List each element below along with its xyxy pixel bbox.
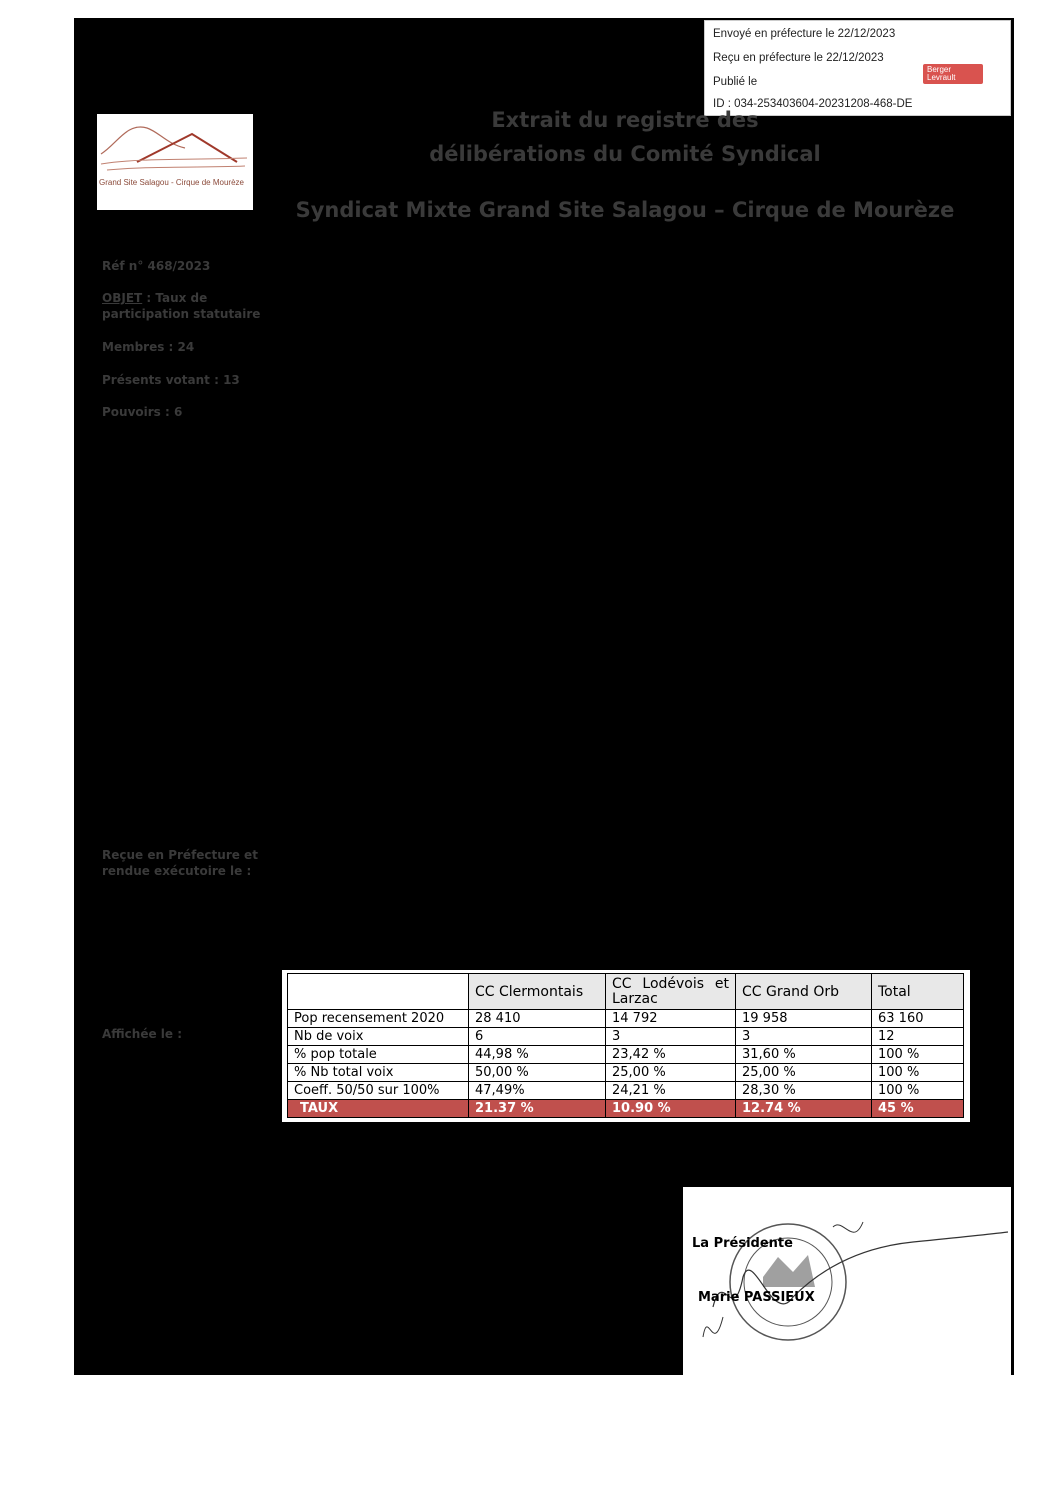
table-cell: 100 % [872, 1064, 964, 1082]
table-cell: 50,00 % [469, 1064, 606, 1082]
official-seal-icon [683, 1187, 1011, 1375]
table-cell: 45 % [872, 1100, 964, 1118]
table-header-cell: CC Grand Orb [736, 974, 872, 1010]
table-cell: 47,49% [469, 1082, 606, 1100]
table-row [288, 1010, 964, 1028]
signature-block [683, 1187, 1011, 1375]
table-header-cell [288, 974, 469, 1010]
subject [102, 290, 272, 322]
table-row-taux [288, 1100, 964, 1118]
table-cell: 24,21 % [606, 1082, 736, 1100]
table-cell: 100 % [872, 1082, 964, 1100]
stamp-received-date: Reçu en préfecture le 22/12/2023 [713, 52, 884, 64]
table-cell: Pop recensement 2020 [288, 1010, 469, 1028]
proxies-count: Pouvoirs : 6 [102, 405, 183, 419]
table-cell: Coeff. 50/50 sur 100% [288, 1082, 469, 1100]
table-cell: Nb de voix [288, 1028, 469, 1046]
table-row [288, 1028, 964, 1046]
table-cell: 21.37 % [469, 1100, 606, 1118]
table-cell: 25,00 % [606, 1064, 736, 1082]
organization-name: Syndicat Mixte Grand Site Salagou – Cirque de Mourèze [295, 198, 955, 222]
participation-table [287, 973, 964, 1118]
prefecture-stamp [704, 20, 1011, 116]
table-cell: 3 [606, 1028, 736, 1046]
table-cell: 100 % [872, 1046, 964, 1064]
table-cell: 63 160 [872, 1010, 964, 1028]
posted-on: Affichée le : [102, 1027, 183, 1041]
table-cell: 23,42 % [606, 1046, 736, 1064]
table-cell: 3 [736, 1028, 872, 1046]
prefecture-received-line2: rendue exécutoire le : [102, 864, 252, 878]
table-row [288, 1082, 964, 1100]
signatory-role: La Présidente [692, 1236, 793, 1251]
table-cell: 6 [469, 1028, 606, 1046]
table-header-row [288, 974, 964, 1010]
present-voters: Présents votant : 13 [102, 373, 240, 387]
berger-levrault-logo: Berger Levrault [923, 64, 983, 84]
mountain-logo-icon [97, 114, 253, 176]
table-cell: 19 958 [736, 1010, 872, 1028]
table-cell: 14 792 [606, 1010, 736, 1028]
prefecture-received-line1: Reçue en Préfecture et [102, 848, 258, 862]
table-header-cell: CC Clermontais [469, 974, 606, 1010]
table-cell: 28 410 [469, 1010, 606, 1028]
table-row [288, 1046, 964, 1064]
table-cell: 28,30 % [736, 1082, 872, 1100]
logo-caption: Grand Site Salagou - Cirque de Mourèze [99, 178, 244, 187]
table-cell: TAUX [288, 1100, 469, 1118]
table-cell: 31,60 % [736, 1046, 872, 1064]
stamp-published: Publié le [713, 76, 758, 88]
participation-table-container [282, 970, 970, 1122]
table-header-cell: CC Lodévois et Larzac [606, 974, 736, 1010]
reference-number: Réf n° 468/2023 [102, 259, 211, 273]
table-cell: 12.74 % [736, 1100, 872, 1118]
table-cell: % pop totale [288, 1046, 469, 1064]
table-cell: % Nb total voix [288, 1064, 469, 1082]
table-row [288, 1064, 964, 1082]
document-title-line1: Extrait du registre des [491, 108, 759, 132]
signatory-name: Marie PASSIEUX [698, 1290, 815, 1305]
document-title-line2: délibérations du Comité Syndical [429, 142, 821, 166]
stamp-sent-date: Envoyé en préfecture le 22/12/2023 [713, 28, 896, 40]
table-header-cell: Total [872, 974, 964, 1010]
subject-value: : Taux de participation statutaire [102, 291, 261, 321]
table-cell: 25,00 % [736, 1064, 872, 1082]
table-cell: 12 [872, 1028, 964, 1046]
grand-site-logo [97, 114, 253, 210]
table-cell: 10.90 % [606, 1100, 736, 1118]
stamp-id: ID : 034-253403604-20231208-468-DE [713, 98, 913, 110]
members-count: Membres : 24 [102, 340, 195, 354]
table-cell: 44,98 % [469, 1046, 606, 1064]
subject-label: OBJET [102, 291, 143, 305]
